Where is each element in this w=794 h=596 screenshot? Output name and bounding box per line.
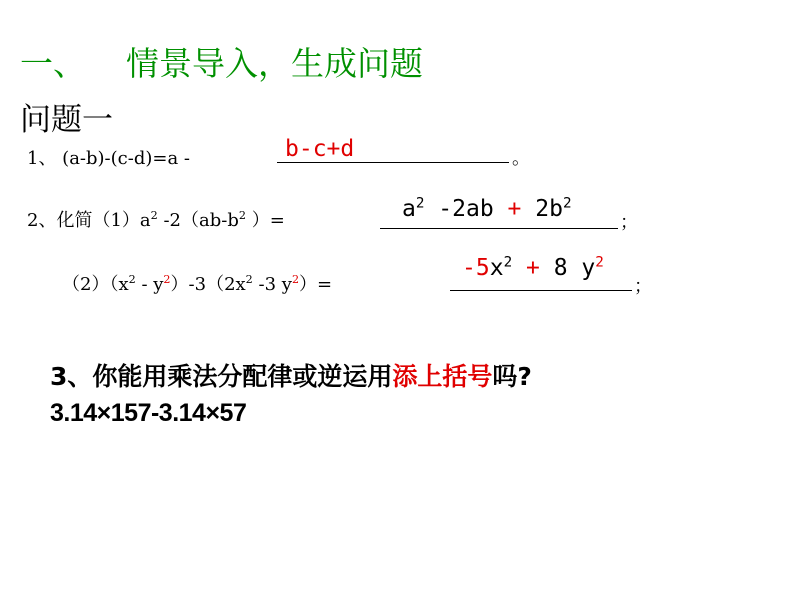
q3-text-a: 3、你能用乘法分配律或逆运用 [50,362,393,391]
q2-ans-b: -2ab [424,196,494,222]
q2b-ans-plus: + [512,255,554,281]
q1-suffix: 。 [512,148,530,169]
q3-expression: 3.14×157-3.14×57 [50,399,247,427]
q2-prefix [27,206,285,232]
q1-answer-line [277,162,509,163]
q2b-part-3: ）-3（2x [170,274,246,295]
q2b-ans-x: x [489,255,504,281]
q2b-part-5: ）= [299,274,333,295]
q2b-exp3: 2 [245,273,253,286]
q2b-exp1: 2 [128,273,136,286]
subheading: 问题一 [20,102,113,138]
q2-suffix: ； [620,212,638,233]
q1-prefix: 1、 (a-b)-(c-d)=a - [27,148,190,169]
q2-ans-exp1: 2 [415,195,425,212]
q2b-exp4: 2 [291,273,300,286]
q2-ans-exp2: 2 [562,195,572,212]
heading-number: 一、 [20,44,86,83]
q2b-part-1: （2）（x [62,274,129,295]
q1-answer: b-c+d [285,136,355,162]
q2-exp1: 2 [150,209,158,222]
q2-answer-line [380,228,618,229]
q2b-ans-8y: 8 y [553,255,596,281]
heading-text: 情景导入，生成问题 [126,44,423,83]
q2b-answer-line [450,290,632,291]
q3-highlight: 添上括号 [392,362,493,391]
q2b-ans-exp2: 2 [595,254,604,271]
q2-part-a: 2、化简（1）a [27,210,151,231]
q2-answer [402,196,572,222]
q2b-part-4: -3 y [252,274,292,295]
q2b-ans-neg: -5 [462,255,490,281]
q2b-ans-exp1: 2 [503,254,513,271]
q2-part-b: -2（ab-b [157,210,239,231]
q2b-prefix [62,270,332,296]
q3-text-b: 吗? [492,362,532,391]
q2-part-c: ）= [245,210,285,231]
q2b-exp2: 2 [163,273,171,286]
q2-ans-a: a [402,196,416,222]
q2b-suffix: ； [634,276,652,297]
q2-ans-plus: + [493,196,536,222]
q2-exp2: 2 [238,209,246,222]
q2-ans-c: 2b [535,196,563,222]
q3-text [50,357,532,393]
q2b-part-2: - y [135,274,164,295]
section-heading [20,38,423,85]
q2b-answer [462,255,604,281]
